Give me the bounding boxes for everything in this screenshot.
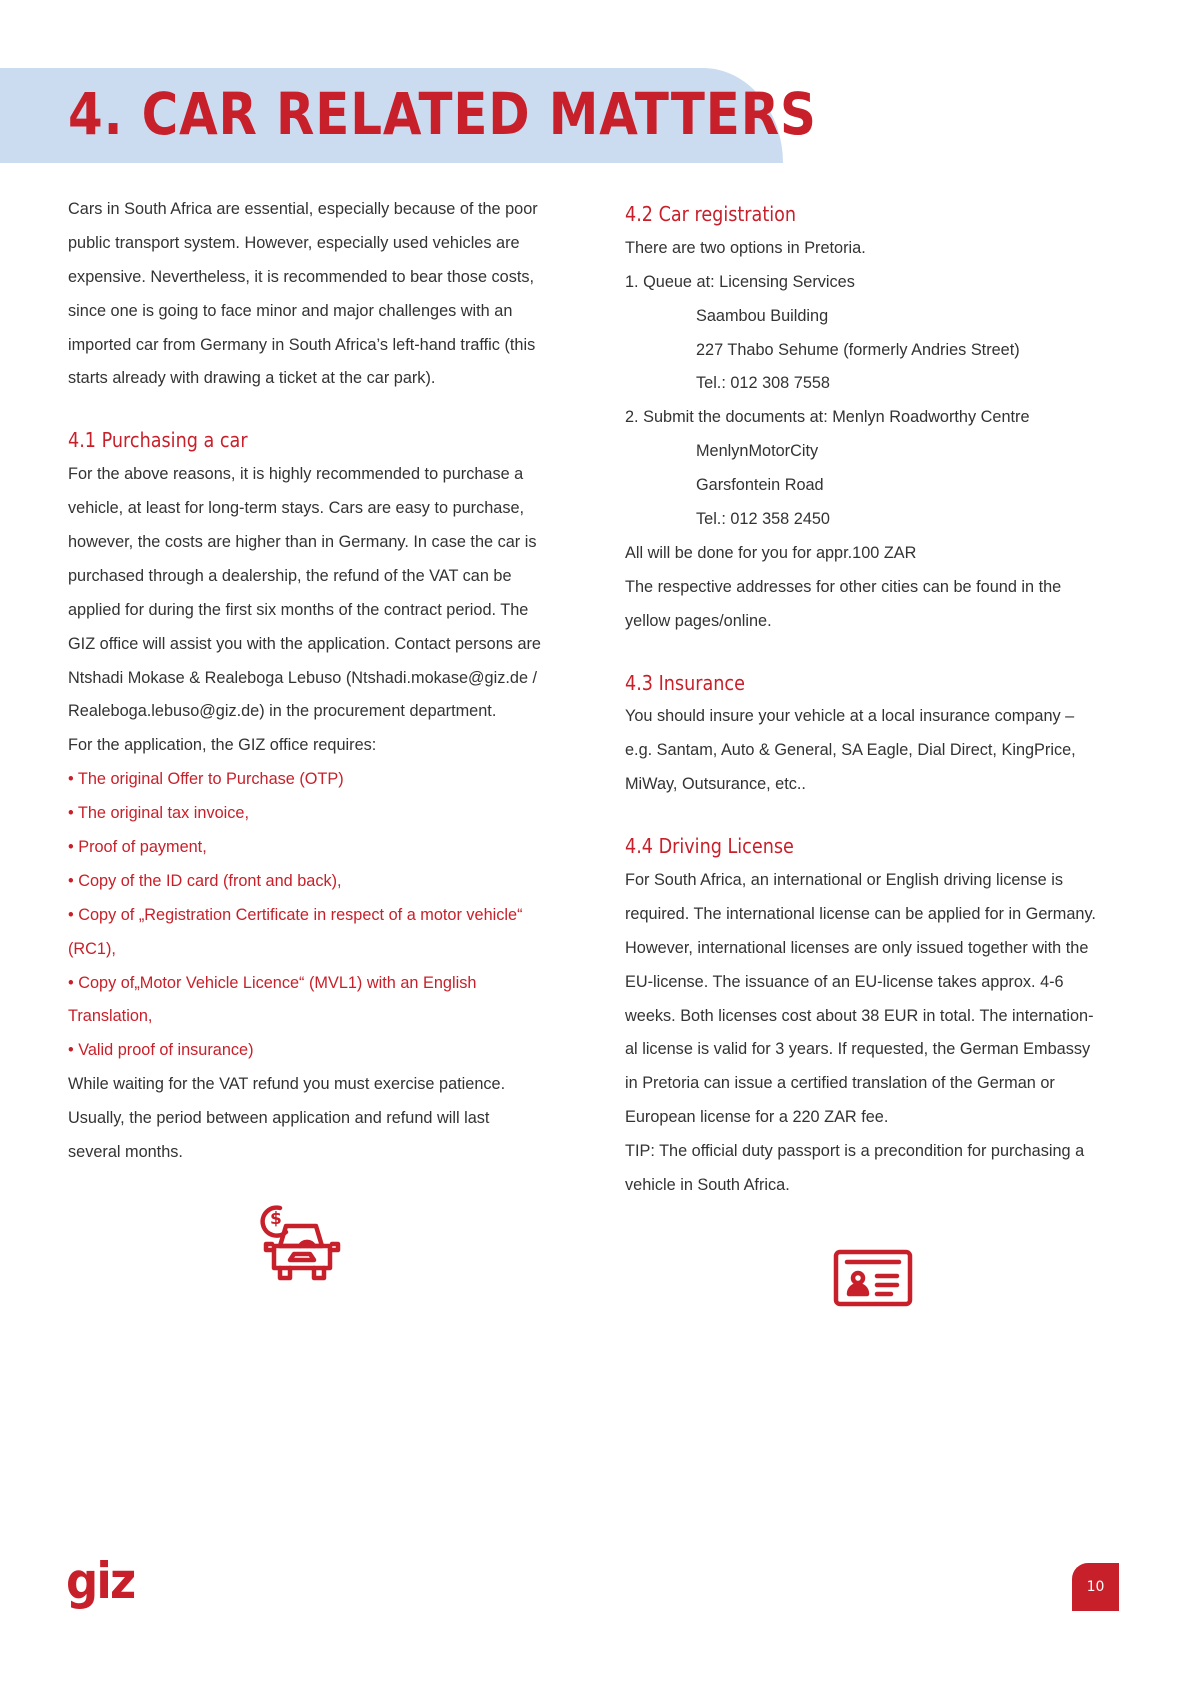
text-line: applied for during the first six months of the contract period. The [68, 600, 529, 619]
page-title: 4. CAR RELATED MATTERS [68, 80, 817, 148]
text-line: imported car from Germany in South Africa’s left-hand traffic (this [68, 335, 536, 354]
giz-logo: giz [66, 1552, 135, 1610]
text-line: For the above reasons, it is highly recommended to purchase a [68, 465, 524, 484]
text-line: public transport system. However, especially used vehicles are [68, 233, 520, 252]
text-line: yellow pages/online. [625, 611, 772, 630]
text-line: however, the costs are higher than in Germany. In case the car is [68, 533, 537, 552]
text-line: vehicle, at least for long-term stays. Cars are easy to purchase, [68, 499, 525, 518]
text-line: starts already with drawing a ticket at the car park). [68, 369, 436, 388]
text-line: weeks. Both licenses cost about 38 EUR in total. The internation- [625, 1006, 1094, 1025]
text-line: Tel.: 012 358 2450 [696, 510, 830, 529]
requirement-item: • Valid proof of insurance) [68, 1041, 254, 1060]
text-line: several months. [68, 1143, 183, 1162]
text-line: Cars in South Africa are essential, especially because of the poor [68, 200, 538, 218]
text-line: Saambou Building [696, 306, 829, 325]
text-line: 1. Queue at: Licensing Services [625, 272, 855, 291]
car-purchase-icon [260, 1202, 344, 1284]
left-column [68, 193, 588, 1170]
text-line: e.g. Santam, Auto & General, SA Eagle, Dial Direct, KingPrice, [625, 741, 1076, 760]
requirement-item: Translation, [68, 1007, 153, 1026]
spacer [68, 396, 588, 424]
text-line: EU-license. The issuance of an EU-license takes approx. 4-6 [625, 972, 1064, 991]
requirement-item: (RC1), [68, 939, 116, 958]
requirement-item: • Copy of„Motor Vehicle Licence“ (MVL1) with an English [68, 973, 477, 992]
right-column [625, 198, 1145, 1203]
requirement-item: • The original tax invoice, [68, 804, 249, 823]
text-line: GIZ office will assist you with the application. Contact persons are [68, 634, 541, 653]
text-line: Usually, the period between application and refund will last [68, 1109, 490, 1128]
text-line: TIP: The official duty passport is a precondition for purchasing a [625, 1142, 1085, 1161]
requirement-item: • Copy of „Registration Certificate in respect of a motor vehicle“ [68, 905, 523, 924]
text-line: There are two options in Pretoria. [625, 238, 866, 257]
text-line: 2. Submit the documents at: Menlyn Roadworthy Centre [625, 408, 1030, 427]
text-line: MenlynMotorCity [696, 442, 819, 461]
text-line: For South Africa, an international or English driving license is [625, 871, 1064, 890]
requirement-item: • The original Offer to Purchase (OTP) [68, 770, 344, 789]
text-line: For the application, the GIZ office requires: [68, 736, 377, 755]
text-line: purchased through a dealership, the refund of the VAT can be [68, 566, 512, 585]
text-line: Garsfontein Road [696, 476, 824, 495]
spacer [625, 802, 1145, 830]
section-heading: 4.3 Insurance [625, 670, 745, 695]
text-line: in Pretoria can issue a certified translation of the German or [625, 1074, 1055, 1093]
text-line: However, international licenses are only issued together with the [625, 938, 1089, 957]
svg-text:$: $ [270, 1209, 282, 1229]
section-heading: 4.2 Car registration [625, 202, 797, 226]
text-line: Ntshadi Mokase & Realeboga Lebuso (Ntshadi.mokase@giz.de / [68, 668, 538, 687]
text-line: The respective addresses for other cities can be found in the [625, 577, 1062, 596]
text-line: expensive. Nevertheless, it is recommended to bear those costs, [68, 267, 535, 286]
text-line: While waiting for the VAT refund you must exercise patience. [68, 1075, 506, 1094]
text-line: All will be done for you for appr.100 ZAR [625, 543, 917, 562]
text-line: You should insure your vehicle at a local insurance company – [625, 707, 1075, 726]
requirement-item: • Copy of the ID card (front and back), [68, 871, 342, 890]
text-line: vehicle in South Africa. [625, 1176, 790, 1195]
requirement-item: • Proof of payment, [68, 838, 207, 857]
text-line: 227 Thabo Sehume (formerly Andries Street) [696, 340, 1020, 359]
text-line: since one is going to face minor and major challenges with an [68, 301, 513, 320]
page-number-badge: 10 [1072, 1563, 1119, 1611]
text-line: required. The international license can be applied for in Germany. [625, 904, 1096, 923]
text-line: Tel.: 012 308 7558 [696, 374, 830, 393]
section-heading: 4.1 Purchasing a car [68, 428, 248, 453]
text-line: MiWay, Outsurance, etc.. [625, 775, 806, 794]
text-line: European license for a 220 ZAR fee. [625, 1108, 889, 1127]
section-heading: 4.4 Driving License [625, 834, 794, 859]
spacer [625, 639, 1145, 667]
text-line: al license is valid for 3 years. If requested, the German Embassy [625, 1040, 1091, 1059]
text-line: Realeboga.lebuso@giz.de) in the procurement department. [68, 702, 497, 721]
id-card-icon [833, 1249, 913, 1307]
